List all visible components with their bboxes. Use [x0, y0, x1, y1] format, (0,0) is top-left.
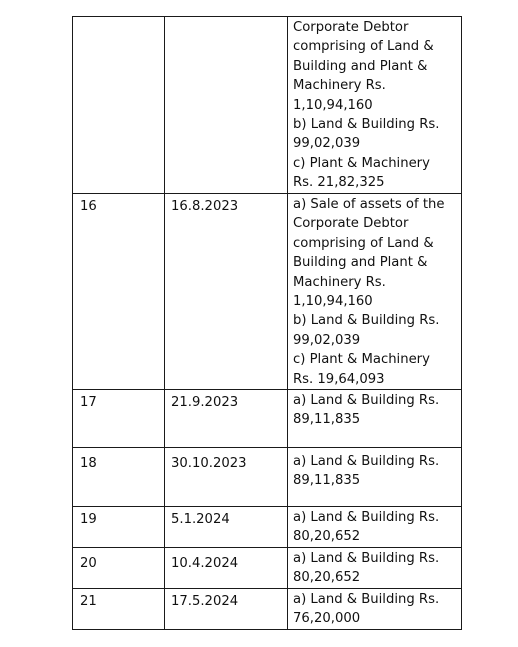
- date-cell: 10.4.2024: [165, 547, 288, 588]
- description-line: Corporate Debtor: [293, 216, 409, 232]
- description-line: b) Land & Building Rs.: [293, 313, 440, 329]
- description-line: a) Land & Building Rs.: [293, 510, 440, 526]
- table-row: [73, 547, 462, 588]
- date-cell: 30.10.2023: [165, 448, 288, 507]
- auction-schedule-table: [72, 16, 462, 630]
- description-line: 1,10,94,160: [293, 294, 373, 310]
- description-line: Rs. 21,82,325: [293, 175, 385, 191]
- description-line: a) Land & Building Rs.: [293, 550, 440, 566]
- serial-number-cell: 19: [73, 507, 165, 548]
- serial-number-cell: 20: [73, 547, 165, 588]
- description-line: 80,20,652: [293, 529, 361, 545]
- description-line: 89,11,835: [293, 473, 361, 489]
- description-line: Machinery Rs.: [293, 274, 386, 290]
- description-cell: [288, 507, 462, 548]
- description-line: Machinery Rs.: [293, 78, 386, 94]
- description-line: Rs. 19,64,093: [293, 371, 385, 387]
- description-cell: [288, 17, 462, 194]
- table-row: [73, 390, 462, 448]
- description-line: Building and Plant &: [293, 255, 428, 271]
- serial-number-cell: [73, 17, 165, 194]
- description-cell: [288, 390, 462, 448]
- table-row: [73, 17, 462, 194]
- description-line: 76,20,000: [293, 611, 361, 627]
- serial-number-cell: 21: [73, 588, 165, 629]
- description-line: Building and Plant &: [293, 58, 428, 74]
- description-line: 1,10,94,160: [293, 97, 373, 113]
- table-row: [73, 588, 462, 629]
- table-row: [73, 507, 462, 548]
- description-line: 99,02,039: [293, 332, 361, 348]
- serial-number-cell: 16: [73, 194, 165, 390]
- description-cell: [288, 448, 462, 507]
- description-line: 80,20,652: [293, 570, 361, 586]
- date-cell: 16.8.2023: [165, 194, 288, 390]
- table-row: [73, 194, 462, 390]
- description-line: a) Land & Building Rs.: [293, 454, 440, 470]
- date-cell: 17.5.2024: [165, 588, 288, 629]
- description-line: 89,11,835: [293, 412, 361, 428]
- description-line: 99,02,039: [293, 136, 361, 152]
- description-line: comprising of Land &: [293, 235, 434, 251]
- description-line: a) Land & Building Rs.: [293, 591, 440, 607]
- date-cell: 5.1.2024: [165, 507, 288, 548]
- serial-number-cell: 17: [73, 390, 165, 448]
- description-line: c) Plant & Machinery: [293, 352, 430, 368]
- description-line: a) Land & Building Rs.: [293, 393, 440, 409]
- description-cell: [288, 194, 462, 390]
- description-line: comprising of Land &: [293, 39, 434, 55]
- description-cell: [288, 547, 462, 588]
- description-line: a) Sale of assets of the: [293, 197, 445, 212]
- description-line: c) Plant & Machinery: [293, 155, 430, 171]
- table-row: [73, 448, 462, 507]
- date-cell: 21.9.2023: [165, 390, 288, 448]
- description-line: Corporate Debtor: [293, 20, 409, 35]
- serial-number-cell: 18: [73, 448, 165, 507]
- description-line: b) Land & Building Rs.: [293, 117, 440, 133]
- date-cell: [165, 17, 288, 194]
- description-cell: [288, 588, 462, 629]
